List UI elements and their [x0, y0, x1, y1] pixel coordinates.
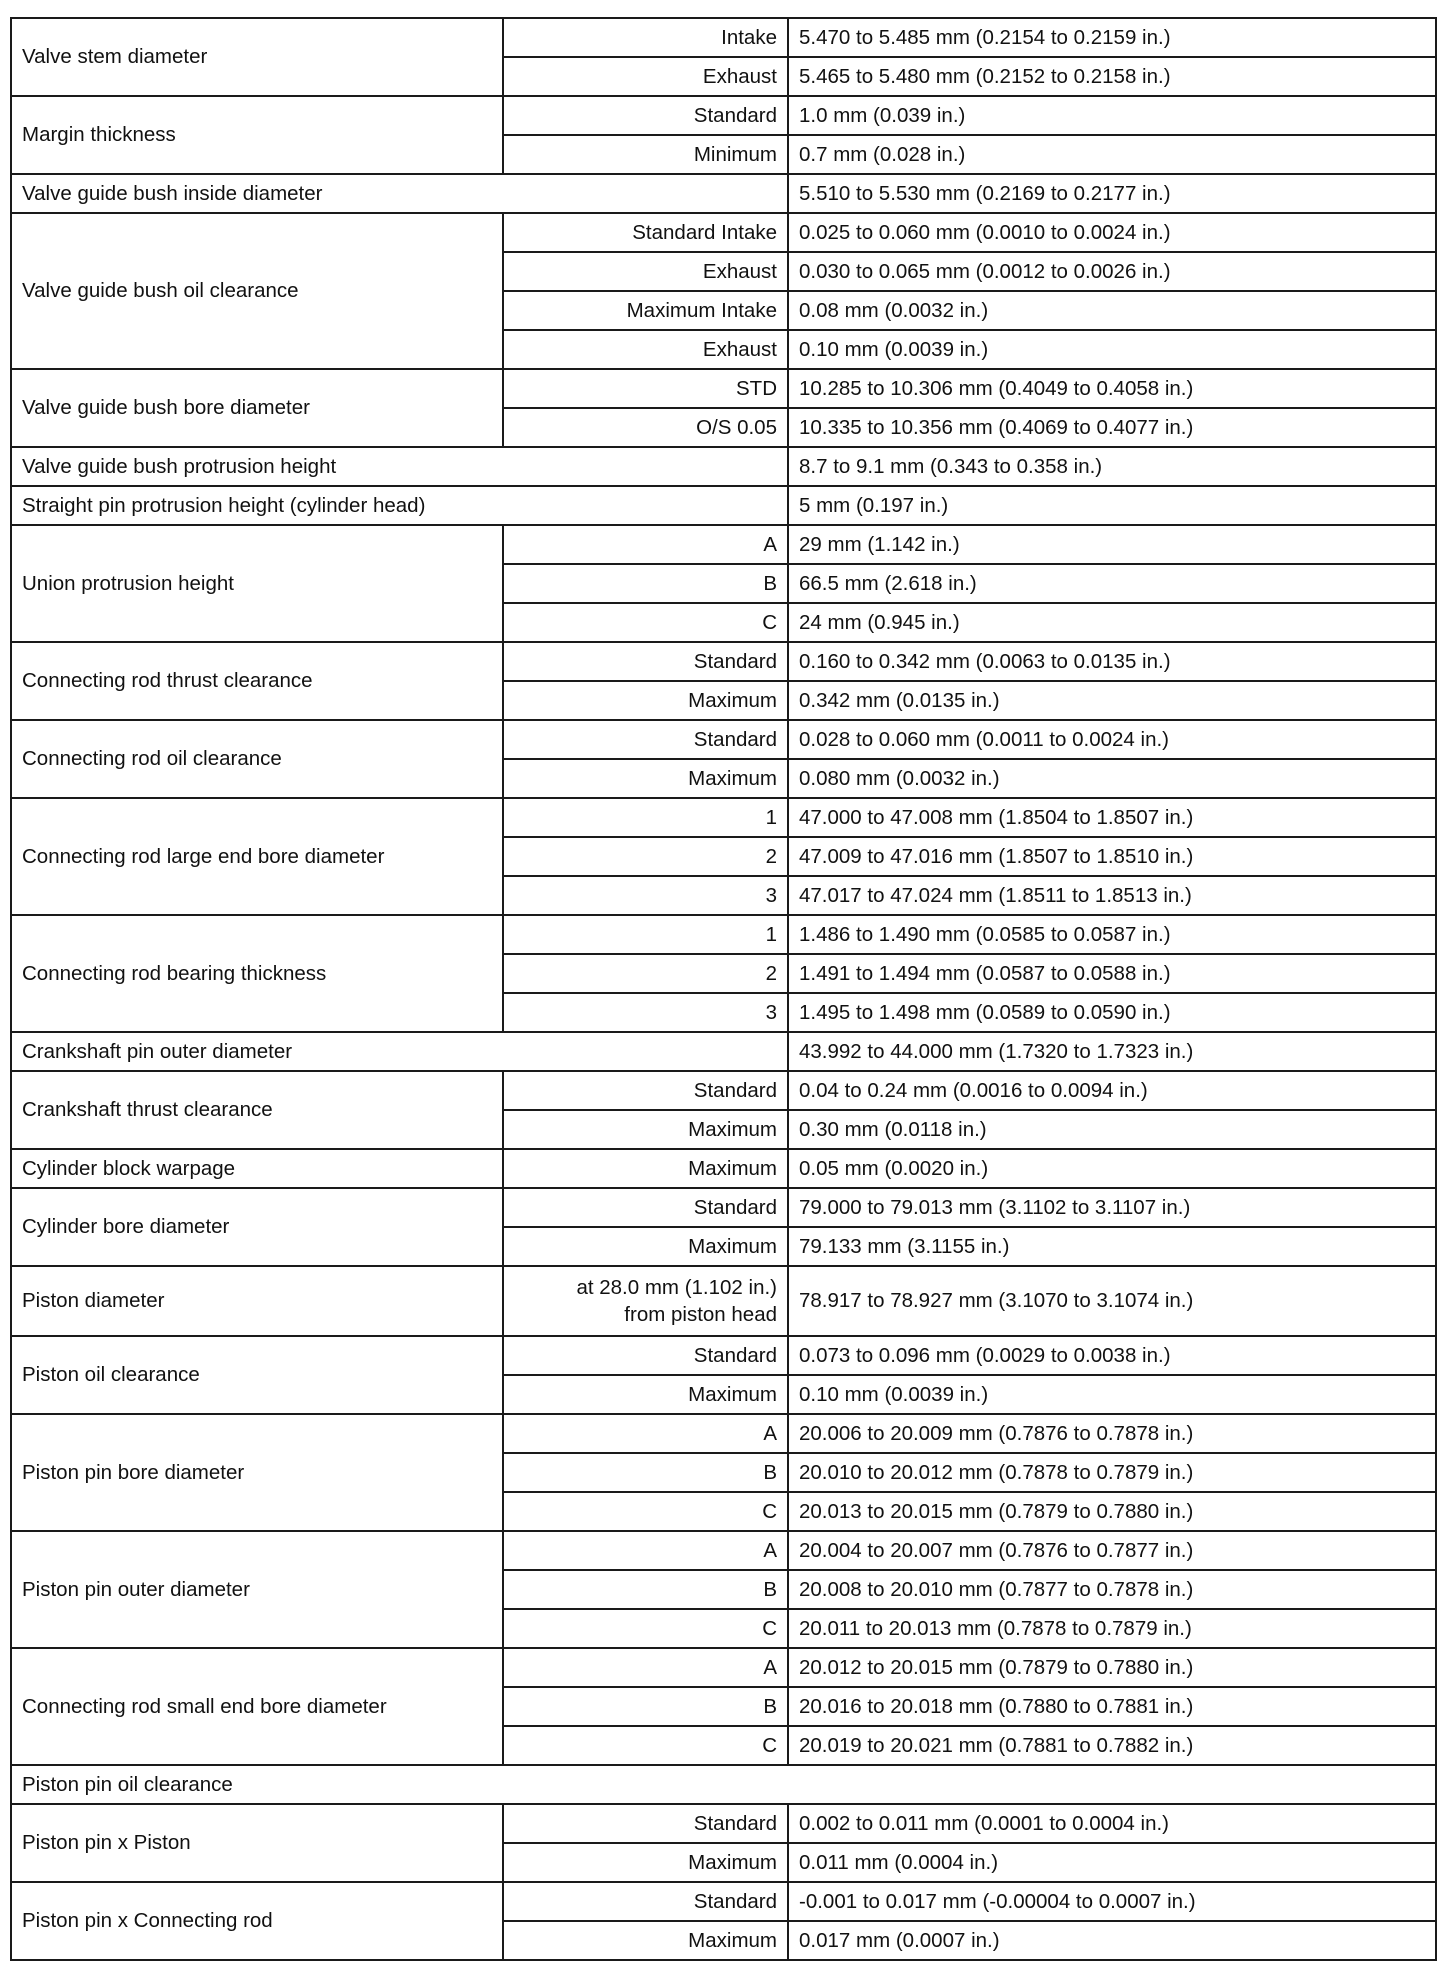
- spec-value: 24 mm (0.945 in.): [788, 603, 1436, 642]
- spec-condition: Maximum Intake: [503, 291, 788, 330]
- spec-value: 0.04 to 0.24 mm (0.0016 to 0.0094 in.): [788, 1071, 1436, 1110]
- spec-condition: Standard: [503, 1882, 788, 1921]
- spec-condition: A: [503, 1531, 788, 1570]
- spec-value: 8.7 to 9.1 mm (0.343 to 0.358 in.): [788, 447, 1436, 486]
- spec-value: -0.001 to 0.017 mm (-0.00004 to 0.0007 in.): [788, 1882, 1436, 1921]
- spec-row: [11, 1336, 1436, 1375]
- spec-condition: Maximum: [503, 1110, 788, 1149]
- spec-value: 47.000 to 47.008 mm (1.8504 to 1.8507 in.): [788, 798, 1436, 837]
- spec-condition: Minimum: [503, 135, 788, 174]
- spec-condition: [503, 1266, 788, 1336]
- spec-condition: Exhaust: [503, 330, 788, 369]
- spec-row: [11, 18, 1436, 57]
- spec-item-name: Piston pin bore diameter: [11, 1414, 503, 1531]
- spec-condition: Maximum: [503, 1375, 788, 1414]
- spec-condition: Standard: [503, 720, 788, 759]
- spec-value: 20.008 to 20.010 mm (0.7877 to 0.7878 in.): [788, 1570, 1436, 1609]
- spec-value: 78.917 to 78.927 mm (3.1070 to 3.1074 in.): [788, 1266, 1436, 1336]
- spec-condition: B: [503, 1453, 788, 1492]
- spec-condition: C: [503, 603, 788, 642]
- spec-row: [11, 1414, 1436, 1453]
- spec-value: 0.025 to 0.060 mm (0.0010 to 0.0024 in.): [788, 213, 1436, 252]
- section-header: Piston pin oil clearance: [11, 1765, 1436, 1804]
- spec-value: 1.486 to 1.490 mm (0.0585 to 0.0587 in.): [788, 915, 1436, 954]
- spec-condition: 3: [503, 993, 788, 1032]
- spec-condition: Maximum: [503, 1843, 788, 1882]
- spec-item-name: Straight pin protrusion height (cylinder head): [11, 486, 788, 525]
- spec-value: 29 mm (1.142 in.): [788, 525, 1436, 564]
- spec-item-name: Valve stem diameter: [11, 18, 503, 96]
- spec-value: 79.000 to 79.013 mm (3.1102 to 3.1107 in.): [788, 1188, 1436, 1227]
- spec-row: [11, 525, 1436, 564]
- spec-value: 20.006 to 20.009 mm (0.7876 to 0.7878 in.): [788, 1414, 1436, 1453]
- spec-row: [11, 369, 1436, 408]
- spec-table: [10, 17, 1437, 1961]
- spec-condition: B: [503, 1570, 788, 1609]
- spec-item-name: Valve guide bush oil clearance: [11, 213, 503, 369]
- spec-item-name: Piston pin x Piston: [11, 1804, 503, 1882]
- spec-row: [11, 96, 1436, 135]
- spec-condition: Exhaust: [503, 252, 788, 291]
- spec-row: [11, 1071, 1436, 1110]
- spec-condition: STD: [503, 369, 788, 408]
- spec-value: 20.016 to 20.018 mm (0.7880 to 0.7881 in.): [788, 1687, 1436, 1726]
- spec-value: 0.030 to 0.065 mm (0.0012 to 0.0026 in.): [788, 252, 1436, 291]
- spec-item-name: Connecting rod small end bore diameter: [11, 1648, 503, 1765]
- spec-value: 79.133 mm (3.1155 in.): [788, 1227, 1436, 1266]
- spec-item-name: Margin thickness: [11, 96, 503, 174]
- spec-condition: Maximum: [503, 681, 788, 720]
- spec-item-name: Connecting rod bearing thickness: [11, 915, 503, 1032]
- spec-item-name: Valve guide bush protrusion height: [11, 447, 788, 486]
- spec-row: [11, 1804, 1436, 1843]
- spec-condition: Standard: [503, 1188, 788, 1227]
- spec-item-name: Piston pin outer diameter: [11, 1531, 503, 1648]
- spec-row: [11, 1531, 1436, 1570]
- spec-condition-line: at 28.0 mm (1.102 in.): [576, 1275, 777, 1299]
- spec-condition: Standard: [503, 1804, 788, 1843]
- spec-item-name: Piston diameter: [11, 1266, 503, 1336]
- spec-condition: C: [503, 1492, 788, 1531]
- spec-row: [11, 720, 1436, 759]
- spec-row: [11, 213, 1436, 252]
- spec-value: 20.004 to 20.007 mm (0.7876 to 0.7877 in.): [788, 1531, 1436, 1570]
- spec-condition: 1: [503, 798, 788, 837]
- spec-value: 5.510 to 5.530 mm (0.2169 to 0.2177 in.): [788, 174, 1436, 213]
- spec-value: 1.495 to 1.498 mm (0.0589 to 0.0590 in.): [788, 993, 1436, 1032]
- spec-condition: Maximum: [503, 1227, 788, 1266]
- spec-item-name: Valve guide bush inside diameter: [11, 174, 788, 213]
- spec-condition: 3: [503, 876, 788, 915]
- spec-value: 0.08 mm (0.0032 in.): [788, 291, 1436, 330]
- spec-value: 1.0 mm (0.039 in.): [788, 96, 1436, 135]
- spec-condition: Exhaust: [503, 57, 788, 96]
- spec-value: 0.05 mm (0.0020 in.): [788, 1149, 1436, 1188]
- spec-value: 20.012 to 20.015 mm (0.7879 to 0.7880 in.): [788, 1648, 1436, 1687]
- spec-value: 1.491 to 1.494 mm (0.0587 to 0.0588 in.): [788, 954, 1436, 993]
- spec-condition-line: from piston head: [624, 1302, 777, 1326]
- spec-condition: 2: [503, 837, 788, 876]
- spec-condition: Standard: [503, 96, 788, 135]
- spec-condition: C: [503, 1609, 788, 1648]
- spec-row: [11, 915, 1436, 954]
- spec-condition: Standard: [503, 1336, 788, 1375]
- spec-condition: A: [503, 525, 788, 564]
- spec-row: [11, 1882, 1436, 1921]
- spec-row: [11, 642, 1436, 681]
- spec-value: 0.10 mm (0.0039 in.): [788, 1375, 1436, 1414]
- spec-value: 0.028 to 0.060 mm (0.0011 to 0.0024 in.): [788, 720, 1436, 759]
- spec-value: 5 mm (0.197 in.): [788, 486, 1436, 525]
- spec-value: 0.160 to 0.342 mm (0.0063 to 0.0135 in.): [788, 642, 1436, 681]
- spec-value: 66.5 mm (2.618 in.): [788, 564, 1436, 603]
- spec-value: 0.7 mm (0.028 in.): [788, 135, 1436, 174]
- spec-item-name: Piston oil clearance: [11, 1336, 503, 1414]
- spec-value: 20.010 to 20.012 mm (0.7878 to 0.7879 in.): [788, 1453, 1436, 1492]
- spec-item-name: Connecting rod thrust clearance: [11, 642, 503, 720]
- spec-value: 47.009 to 47.016 mm (1.8507 to 1.8510 in.): [788, 837, 1436, 876]
- spec-condition: 2: [503, 954, 788, 993]
- spec-item-name: Union protrusion height: [11, 525, 503, 642]
- spec-value: 10.285 to 10.306 mm (0.4049 to 0.4058 in.): [788, 369, 1436, 408]
- spec-item-name: Connecting rod large end bore diameter: [11, 798, 503, 915]
- spec-condition: Standard: [503, 1071, 788, 1110]
- spec-condition: C: [503, 1726, 788, 1765]
- spec-value: 0.30 mm (0.0118 in.): [788, 1110, 1436, 1149]
- spec-item-name: Crankshaft pin outer diameter: [11, 1032, 788, 1071]
- spec-value: 0.011 mm (0.0004 in.): [788, 1843, 1436, 1882]
- spec-condition: Maximum: [503, 1149, 788, 1188]
- spec-row: [11, 1648, 1436, 1687]
- spec-row: [11, 174, 1436, 213]
- spec-value: 0.017 mm (0.0007 in.): [788, 1921, 1436, 1960]
- spec-value: 20.013 to 20.015 mm (0.7879 to 0.7880 in.): [788, 1492, 1436, 1531]
- spec-item-name: Cylinder block warpage: [11, 1149, 503, 1188]
- spec-condition: Standard: [503, 642, 788, 681]
- spec-row: [11, 1266, 1436, 1336]
- spec-table-body: [11, 18, 1436, 1960]
- spec-condition: Standard Intake: [503, 213, 788, 252]
- spec-value: 0.073 to 0.096 mm (0.0029 to 0.0038 in.): [788, 1336, 1436, 1375]
- spec-condition: Intake: [503, 18, 788, 57]
- spec-condition: B: [503, 1687, 788, 1726]
- spec-condition: A: [503, 1414, 788, 1453]
- spec-condition: Maximum: [503, 759, 788, 798]
- spec-item-name: Valve guide bush bore diameter: [11, 369, 503, 447]
- spec-item-name: Cylinder bore diameter: [11, 1188, 503, 1266]
- spec-row: [11, 1188, 1436, 1227]
- spec-row: [11, 1032, 1436, 1071]
- spec-item-name: Crankshaft thrust clearance: [11, 1071, 503, 1149]
- spec-condition: Maximum: [503, 1921, 788, 1960]
- spec-value: 0.080 mm (0.0032 in.): [788, 759, 1436, 798]
- spec-item-name: Connecting rod oil clearance: [11, 720, 503, 798]
- spec-value: 5.470 to 5.485 mm (0.2154 to 0.2159 in.): [788, 18, 1436, 57]
- spec-value: 0.10 mm (0.0039 in.): [788, 330, 1436, 369]
- spec-value: 10.335 to 10.356 mm (0.4069 to 0.4077 in.): [788, 408, 1436, 447]
- spec-row: [11, 447, 1436, 486]
- spec-value: 20.011 to 20.013 mm (0.7878 to 0.7879 in.): [788, 1609, 1436, 1648]
- spec-row: [11, 1149, 1436, 1188]
- spec-value: 0.002 to 0.011 mm (0.0001 to 0.0004 in.): [788, 1804, 1436, 1843]
- spec-row: [11, 798, 1436, 837]
- spec-condition: B: [503, 564, 788, 603]
- spec-row: [11, 486, 1436, 525]
- spec-item-name: Piston pin x Connecting rod: [11, 1882, 503, 1960]
- spec-condition: A: [503, 1648, 788, 1687]
- spec-value: 20.019 to 20.021 mm (0.7881 to 0.7882 in.): [788, 1726, 1436, 1765]
- spec-value: 0.342 mm (0.0135 in.): [788, 681, 1436, 720]
- spec-value: 5.465 to 5.480 mm (0.2152 to 0.2158 in.): [788, 57, 1436, 96]
- spec-value: 43.992 to 44.000 mm (1.7320 to 1.7323 in.): [788, 1032, 1436, 1071]
- spec-condition: O/S 0.05: [503, 408, 788, 447]
- spec-condition: 1: [503, 915, 788, 954]
- section-header-row: [11, 1765, 1436, 1804]
- spec-value: 47.017 to 47.024 mm (1.8511 to 1.8513 in.): [788, 876, 1436, 915]
